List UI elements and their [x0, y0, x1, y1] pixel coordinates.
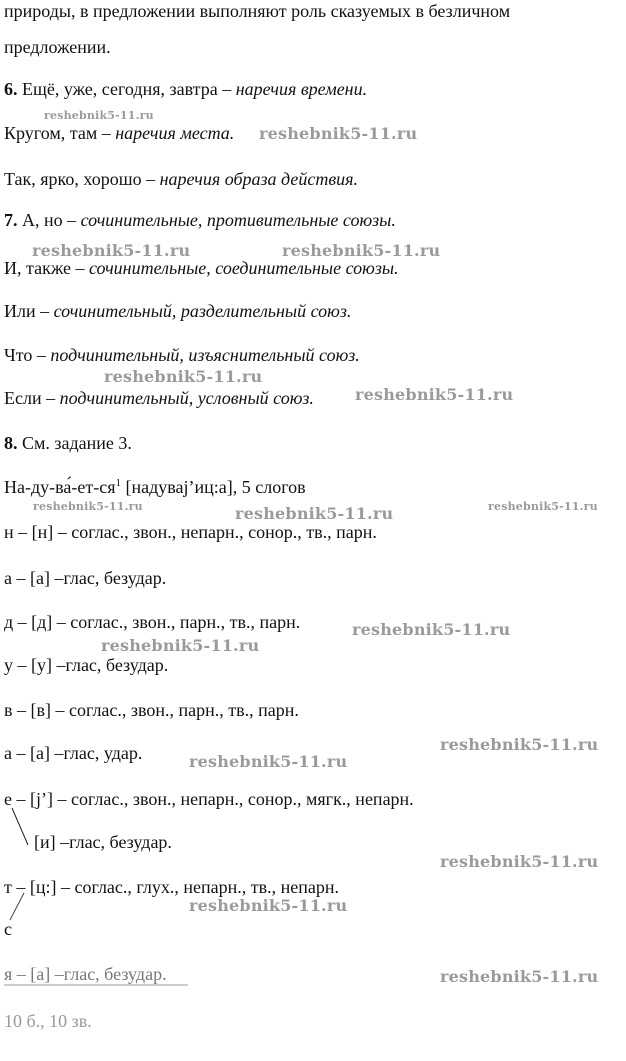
watermark: reshebnik5-11.ru	[101, 636, 260, 655]
line-italic: наречия образа действия.	[159, 169, 359, 189]
watermark: reshebnik5-11.ru	[440, 735, 599, 754]
watermark: reshebnik5-11.ru	[440, 852, 599, 871]
line-text: См. задание 3.	[17, 433, 132, 453]
sound-analysis-line: у – [у] –глас, безудар.	[4, 655, 169, 675]
line-italic: сочинительные, противительные союзы.	[80, 210, 396, 230]
sound-analysis-line: т – [ц:] – соглас., глух., непарн., тв., непарн.	[4, 877, 339, 897]
sound-analysis-line: [и] –глас, безудар.	[34, 832, 172, 852]
footnote-mark: 1	[115, 477, 121, 489]
sound-analysis-line: я – [а] –глас, безудар.	[4, 964, 167, 984]
text-line: природы, в предложении выполняют роль сказуемых в безличном	[4, 1, 511, 21]
sound-analysis-line: в – [в] – соглас., звон., парн., тв., парн.	[4, 700, 299, 720]
line-text: И, также –	[4, 258, 90, 278]
line-text: Так, ярко, хорошо –	[4, 169, 160, 189]
text-line: предложении.	[4, 37, 111, 57]
connector-line-t	[10, 893, 24, 920]
sound-analysis-line: с	[4, 919, 12, 939]
watermark: reshebnik5-11.ru	[352, 620, 511, 639]
summary-line: 10 б., 10 зв.	[4, 1011, 92, 1031]
watermark: reshebnik5-11.ru	[235, 504, 394, 523]
watermark: reshebnik5-11.ru	[355, 385, 514, 404]
sound-analysis-line: а – [а] –глас, удар.	[4, 743, 143, 763]
watermark: reshebnik5-11.ru	[440, 967, 599, 986]
line-text: Или –	[4, 301, 54, 321]
line-italic: наречия места.	[115, 123, 235, 143]
line-text: Если –	[4, 388, 60, 408]
line-text: На-ду-ва́-ет-ся	[4, 477, 116, 497]
watermark: reshebnik5-11.ru	[44, 109, 154, 122]
line-italic: наречия времени.	[235, 79, 368, 99]
sound-analysis-line: е – [j’] – соглас., звон., непарн., сонор., мягк., непарн.	[4, 789, 414, 809]
watermark: reshebnik5-11.ru	[189, 896, 348, 915]
watermark: reshebnik5-11.ru	[33, 500, 143, 513]
item-number: 8.	[4, 433, 18, 453]
line-italic: сочинительный, разделительный союз.	[53, 301, 352, 321]
watermark: reshebnik5-11.ru	[488, 500, 598, 513]
sound-analysis-line: д – [д] – соглас., звон., парн., тв., парн.	[4, 612, 301, 632]
watermark: reshebnik5-11.ru	[282, 241, 441, 260]
line-text: А, но –	[17, 210, 81, 230]
sound-analysis-line: н – [н] – соглас., звон., непарн., сонор., тв., парн.	[4, 522, 377, 542]
watermark: reshebnik5-11.ru	[104, 367, 263, 386]
line-text: Ещё, уже, сегодня, завтра –	[17, 79, 236, 99]
line-italic: подчинительный, изъяснительный союз.	[50, 345, 360, 365]
line-text: Что –	[4, 345, 51, 365]
line-italic: подчинительный, условный союз.	[59, 388, 314, 408]
line-italic: сочинительные, соединительные союзы.	[89, 258, 399, 278]
connector-line-e	[12, 808, 28, 845]
line-text: Кругом, там –	[4, 123, 116, 143]
sound-analysis-line: а – [а] –глас, безудар.	[4, 568, 167, 588]
watermark: reshebnik5-11.ru	[259, 124, 418, 143]
transcription: [надуваj’иц:а], 5 слогов	[121, 477, 306, 497]
item-number: 6.	[4, 79, 18, 99]
item-number: 7.	[4, 210, 18, 230]
watermark: reshebnik5-11.ru	[32, 241, 191, 260]
watermark: reshebnik5-11.ru	[189, 752, 348, 771]
